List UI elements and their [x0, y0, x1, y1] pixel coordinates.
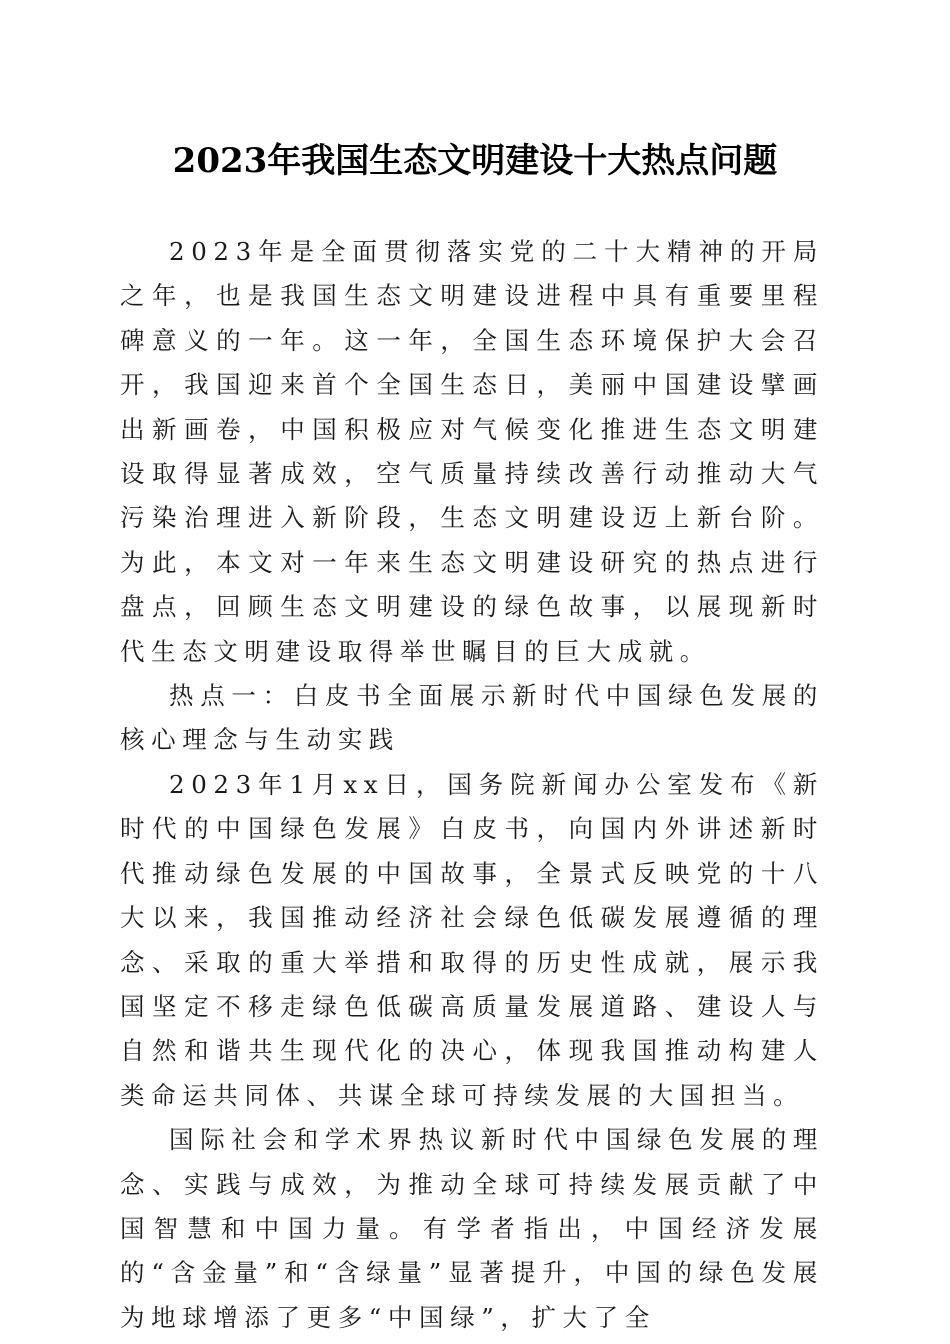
paragraph-whitepaper: 2023年1月xx日，国务院新闻办公室发布《新时代的中国绿色发展》白皮书，向国内外讲述新时代推动绿色发展的中国故事，全景式反映党的十八大以来，我国推动经济社会绿色低碳发展遵循的理念、采取的重大举措和取得的历史性成就，展示我国坚定不移走绿色低碳高质量发展道路、建设人与自然和谐共生现代化的决心，体现我国推动构建人类命运共同体、共谋全球可持续发展的大国担当。 — [120, 769, 824, 1110]
document-title: 2023年我国生态文明建设十大热点问题 — [172, 141, 778, 181]
section-heading-hotspot-1: 热点一：白皮书全面展示新时代中国绿色发展的核心理念与生动实践 — [120, 681, 824, 755]
paragraph-intro: 2023年是全面贯彻落实党的二十大精神的开局之年，也是我国生态文明建设进程中具有重要里程碑意义的一年。这一年，全国生态环境保护大会召开，我国迎来首个全国生态日，美丽中国建设擘画出新画卷，中国积极应对气候变化推进生态文明建设取得显著成效，空气质量持续改善行动推动大气污染治理进入新阶段，生态文明建设迈上新台阶。为此，本文对一年来生态文明建设研究的热点进行盘点，回顾生态文明建设的绿色故事，以展现新时代生态文明建设取得举世瞩目的巨大成就。 — [120, 237, 824, 666]
document-body — [120, 230, 824, 1340]
paragraph-international-response: 国际社会和学术界热议新时代中国绿色发展的理念、实践与成效，为推动全球可持续发展贡献了中国智慧和中国力量。有学者指出，中国经济发展的“含金量”和“含绿量”显著提升，中国的绿色发展为地球增添了更多“中国绿”，扩大了全 — [120, 1125, 824, 1332]
